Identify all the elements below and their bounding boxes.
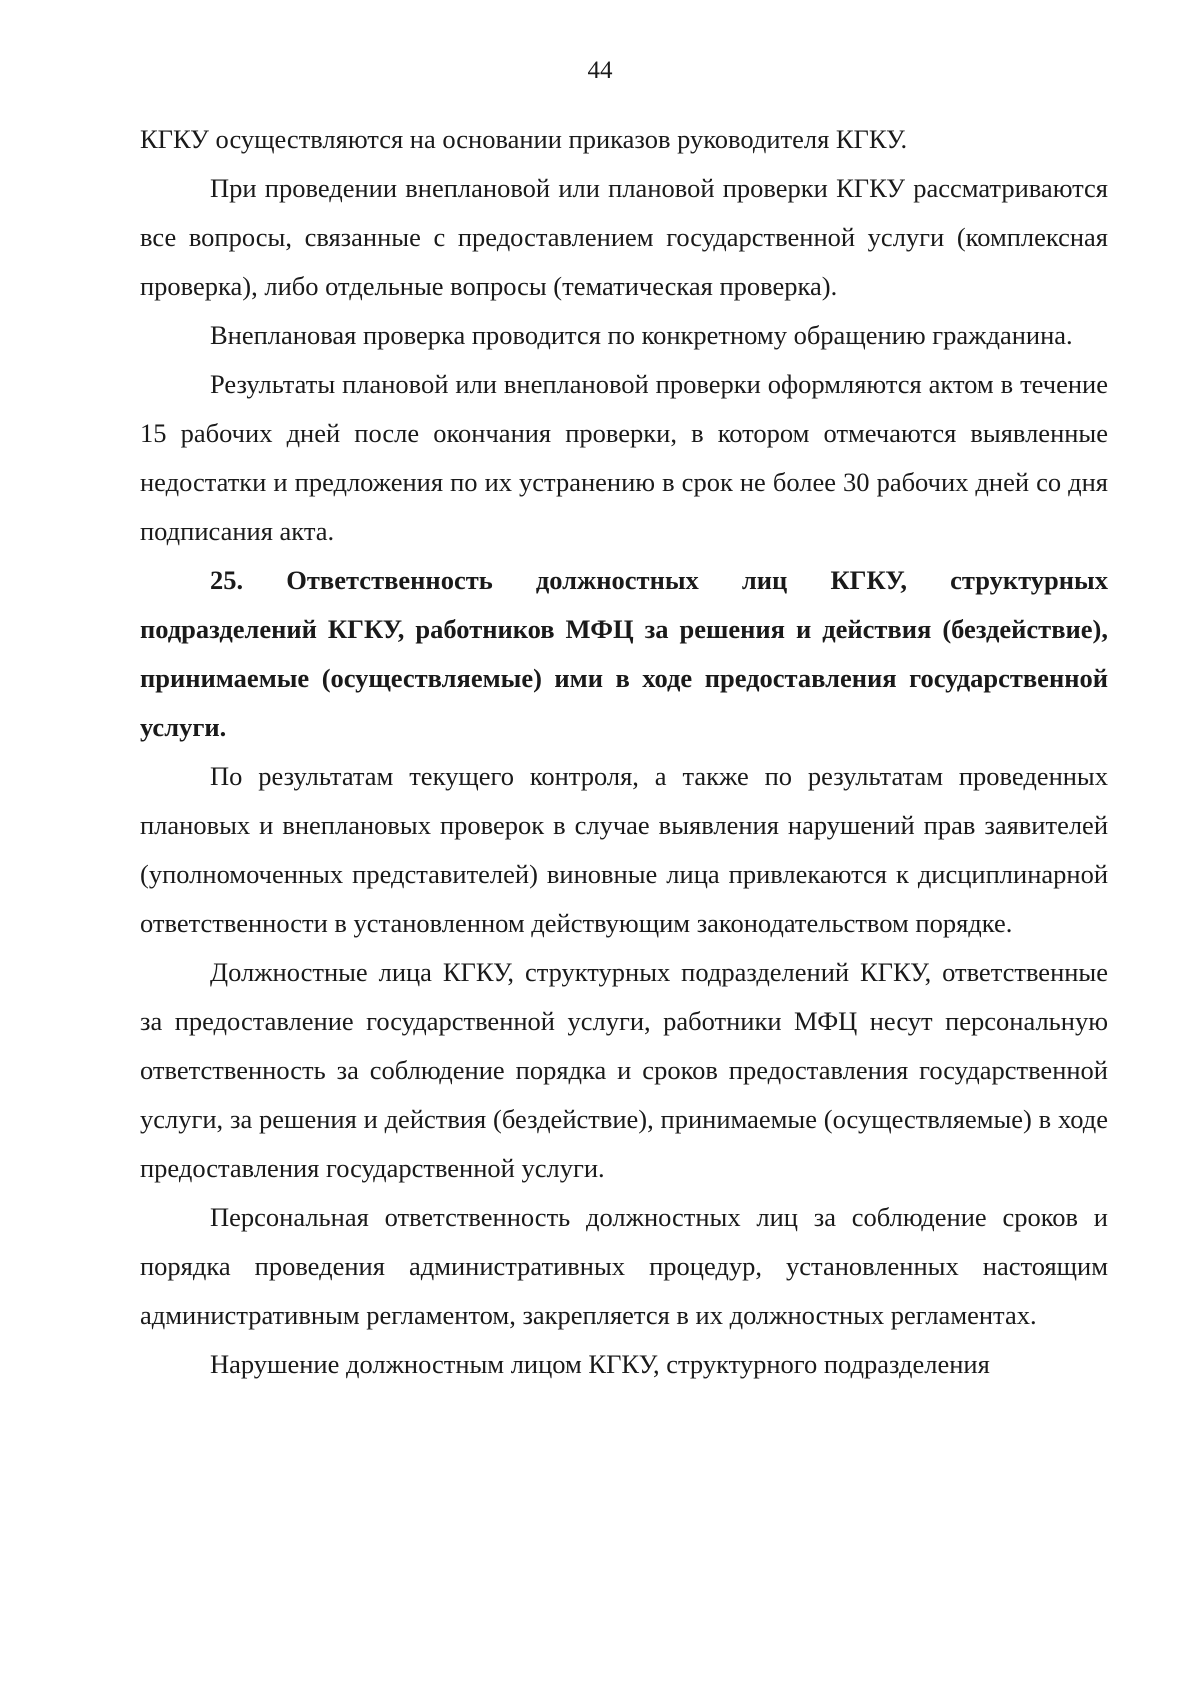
paragraph-8: Персональная ответственность должностных лиц за соблюдение сроков и порядка проведения административных процедур, установленных настоящим административным регламентом, закрепляется в их должностных регламентах.	[140, 1202, 1108, 1330]
document-body	[140, 115, 1108, 1389]
paragraph-2: При проведении внеплановой или плановой проверки КГКУ рассматриваются все вопросы, связанные с предоставлением государственной услуги (комплексная проверка), либо отдельные вопросы (тематическая проверка).	[140, 173, 1108, 301]
paragraph-6: По результатам текущего контроля, а также по результатам проведенных плановых и внеплановых проверок в случае выявления нарушений прав заявителей (уполномоченных представителей) виновные лица привлекаются к дисциплинарной ответственности в установленном действующим законодательством порядке.	[140, 761, 1108, 938]
paragraph-3: Внеплановая проверка проводится по конкретному обращению гражданина.	[210, 320, 1073, 350]
page-number: 44	[587, 57, 613, 84]
paragraph-1: КГКУ осуществляются на основании приказов руководителя КГКУ.	[140, 124, 908, 154]
paragraph-7: Должностные лица КГКУ, структурных подразделений КГКУ, ответственные за предоставление государственной услуги, работники МФЦ несут персональную ответственность за соблюдение порядка и сроков предоставления государственной услуги, за решения и действия (бездействие), принимаемые (осуществляемые) в ходе предоставления государственной услуги.	[140, 957, 1108, 1183]
paragraph-9: Нарушение должностным лицом КГКУ, структурного подразделения	[210, 1349, 990, 1379]
section-heading: 25. Ответственность должностных лиц КГКУ, структурных подразделений КГКУ, работников МФЦ за решения и действия (бездействие), принимаемые (осуществляемые) ими в ходе предоставления государственной услуги.	[140, 565, 1108, 742]
paragraph-4: Результаты плановой или внеплановой проверки оформляются актом в течение 15 рабочих дней после окончания проверки, в котором отмечаются выявленные недостатки и предложения по их устранению в срок не более 30 рабочих дней со дня подписания акта.	[140, 369, 1108, 546]
